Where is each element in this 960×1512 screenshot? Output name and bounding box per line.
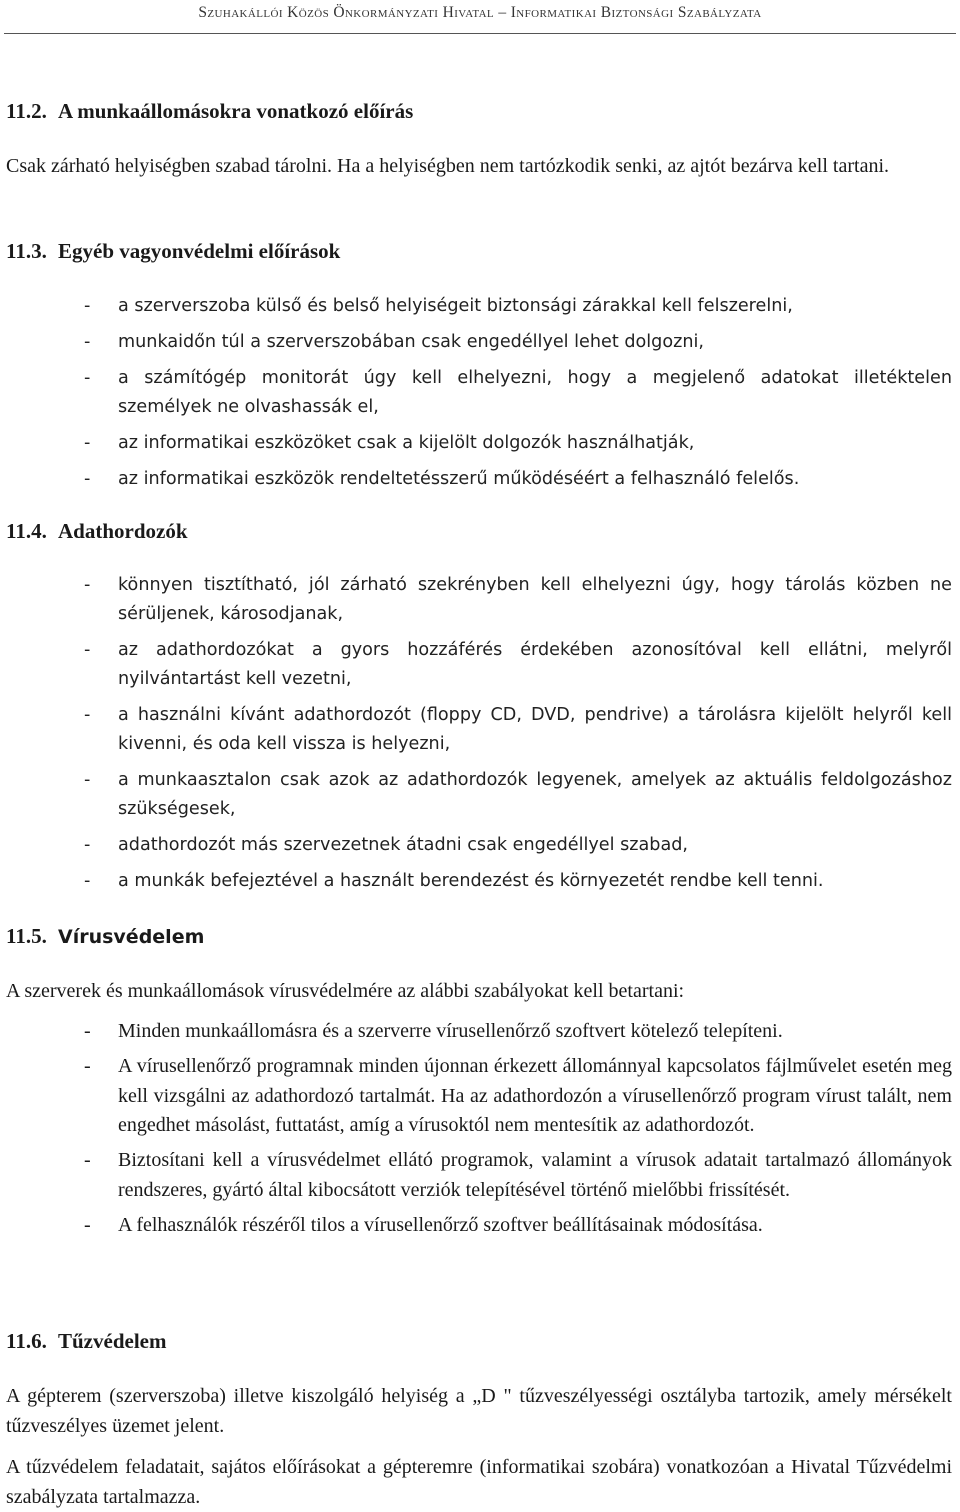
section-number: 11.6. — [6, 1329, 47, 1353]
list-marker: - — [84, 368, 91, 388]
list-item — [84, 571, 952, 629]
bullet-list-11-4 — [84, 571, 952, 903]
list-item-text: a szerverszoba külső és belső helyiségeit biztonsági zárakkal kell felszerelni, — [118, 296, 793, 316]
list-marker: - — [84, 433, 91, 453]
section-paragraph: A szerverek és munkaállomások vírusvédelmére az alábbi szabályokat kell betartani: — [6, 980, 685, 1002]
list-item-text: az informatikai eszközöket csak a kijelölt dolgozók használhatják, — [118, 433, 695, 453]
section-paragraph: Csak zárható helyiségben szabad tárolni. Ha a helyiségben nem tartózkodik senki, az ajtót bezárva kell tartani. — [6, 155, 889, 177]
section-title: Adathordozók — [58, 519, 188, 543]
bullet-list-11-5 — [84, 1017, 952, 1246]
list-item-text: a munkák befejeztével a használt berendezést és környezetét rendbe kell tenni. — [118, 871, 824, 891]
section-title: Tűzvédelem — [58, 1329, 167, 1353]
list-item-text: az informatikai eszközök rendeltetésszerű működéséért a felhasználó felelős. — [118, 469, 800, 489]
section-number: 11.3. — [6, 239, 47, 263]
running-header: Szuhakállói Közös Önkormányzati Hivatal – Informatikai Biztonsági Szabályzata — [198, 4, 762, 21]
list-item-text: a munkaasztalon csak azok az adathordozók legyenek, amelyek az aktuális feldolgozáshoz szükségesek, — [118, 770, 952, 819]
section-number: 11.2. — [6, 99, 47, 123]
list-item — [84, 831, 952, 860]
section-number: 11.4. — [6, 519, 47, 543]
list-item-text: A vírusellenőrző programnak minden újonnan érkezett állománnyal kapcsolatos fájlművelet esetén meg kell vizsgálni az adathordozó tartalmát. Ha az adathordozón a vírusellenőrző program vírust talált, nem engedhet másolást, futtatást, amíg a vírusoktól nem mentesítik az adathordozót. — [118, 1055, 952, 1136]
section-heading-11-5 — [6, 923, 204, 950]
bullet-list-11-3 — [84, 292, 952, 501]
list-marker: - — [84, 1055, 91, 1077]
section-heading-11-2 — [6, 98, 413, 124]
section-heading-11-4 — [6, 518, 188, 544]
list-item — [84, 867, 952, 896]
list-item-text: a számítógép monitorát úgy kell elhelyezni, hogy a megjelenő adatokat illetéktelen személyek ne olvashassák el, — [118, 368, 952, 417]
list-marker: - — [84, 332, 91, 352]
list-marker: - — [84, 1213, 91, 1236]
header-rule — [4, 33, 956, 34]
list-item — [84, 364, 952, 422]
list-item-text: adathordozót más szervezetnek átadni csak engedéllyel szabad, — [118, 835, 688, 855]
list-marker: - — [84, 575, 91, 595]
list-marker: - — [84, 770, 91, 790]
list-marker: - — [84, 1149, 91, 1171]
list-item-text: Minden munkaállomásra és a szerverre vírusellenőrző szoftvert kötelező telepíteni. — [118, 1020, 783, 1042]
list-item-text: a használni kívánt adathordozót (floppy CD, DVD, pendrive) a tárolásra kijelölt helyről kell kivenni, és oda kell vissza is helyezni, — [118, 705, 952, 754]
list-marker: - — [84, 296, 91, 316]
section-heading-11-6 — [6, 1328, 166, 1354]
section-paragraph: A tűzvédelem feladatait, sajátos előírásokat a gépteremre (informatikai szobára) vonatkozóan a Hivatal Tűzvédelmi szabályzata tartalmazza. — [6, 1456, 952, 1508]
list-item — [84, 429, 952, 458]
list-item-text: munkaidőn túl a szerverszobában csak engedéllyel lehet dolgozni, — [118, 332, 704, 352]
list-item-text: Biztosítani kell a vírusvédelmet ellátó programok, valamint a vírusok adatait tartalmazó állományok rendszeres, gyártó által kibocsátott verziók telepítésével történő mielőbbi frissítését. — [118, 1149, 952, 1201]
list-marker: - — [84, 705, 91, 725]
section-title: Egyéb vagyonvédelmi előírások — [58, 239, 341, 263]
section-title: A munkaállomásokra vonatkozó előírás — [58, 99, 414, 123]
list-item — [84, 328, 952, 357]
list-marker: - — [84, 469, 91, 489]
list-item — [84, 1211, 952, 1241]
list-item — [84, 1146, 952, 1205]
list-item — [84, 1017, 952, 1047]
list-marker: - — [84, 871, 91, 891]
section-title: Vírusvédelem — [58, 926, 205, 948]
list-marker: - — [84, 1020, 91, 1042]
list-item-text: A felhasználók részéről tilos a vírusellenőrző szoftver beállításainak módosítása. — [118, 1213, 763, 1236]
list-item — [84, 465, 952, 494]
list-item — [84, 1052, 952, 1141]
section-heading-11-3 — [6, 238, 340, 264]
section-paragraph: A gépterem (szerverszoba) illetve kiszolgáló helyiség a „D " tűzveszélyességi osztályba tartozik, amely mérsékelt tűzveszélyes üzemet jelent. — [6, 1385, 952, 1437]
list-item — [84, 701, 952, 759]
section-number: 11.5. — [6, 924, 47, 948]
list-item — [84, 636, 952, 694]
list-item — [84, 292, 952, 321]
list-marker: - — [84, 835, 91, 855]
list-item-text: könnyen tisztítható, jól zárható szekrényben kell elhelyezni úgy, hogy tárolás közben ne sérüljenek, károsodjanak, — [118, 575, 952, 624]
list-item — [84, 766, 952, 824]
list-item-text: az adathordozókat a gyors hozzáférés érdekében azonosítóval kell ellátni, melyről nyilvántartást kell vezetni, — [118, 640, 952, 689]
list-marker: - — [84, 640, 91, 660]
